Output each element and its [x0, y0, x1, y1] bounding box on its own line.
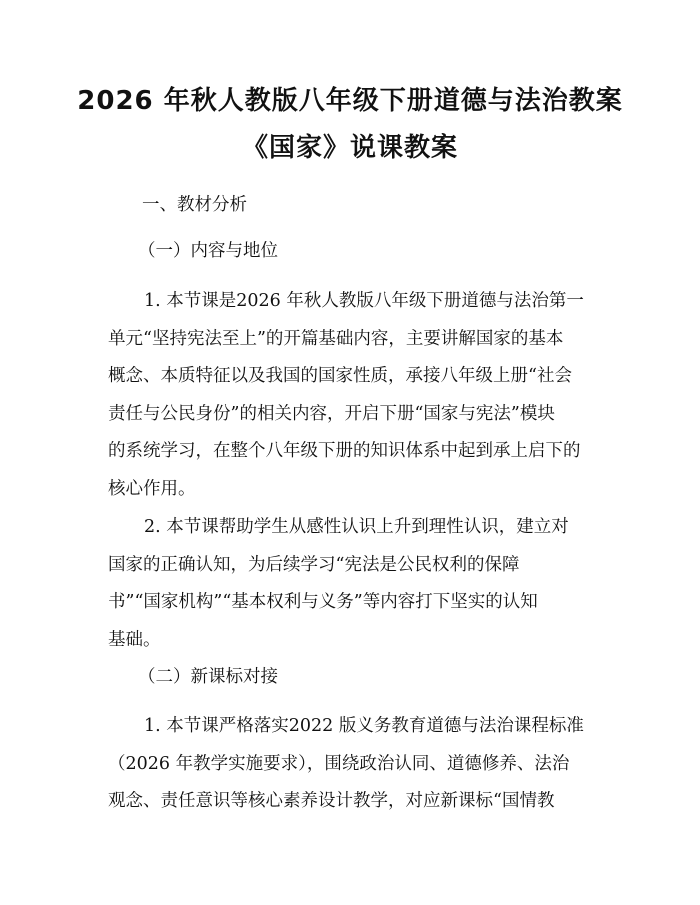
document-title: 2026 年秋人教版八年级下册道德与法治教案	[77, 86, 623, 116]
subsection-heading-content-position: （一）内容与地位	[138, 241, 278, 261]
paragraph-2-line: 书”“国家机构”“基本权利与义务”等内容打下坚实的认知	[108, 592, 538, 612]
paragraph-2	[108, 509, 602, 659]
section-heading-textbook-analysis: 一、教材分析	[142, 195, 247, 215]
subsection-heading-curriculum-standard: （二）新课标对接	[138, 667, 278, 687]
paragraph-1-line: 的系统学习，在整个八年级下册的知识体系中起到承上启下的	[108, 441, 581, 461]
paragraph-1-line: 责任与公民身份”的相关内容，开启下册“国家与宪法”模块	[108, 403, 555, 424]
paragraph-2-line: 国家的正确认知，为后续学习“宪法是公民权利的保障	[108, 554, 520, 575]
paragraph-1-line: 概念、本质特征以及我国的国家性质，承接八年级上册“社会	[108, 366, 572, 386]
paragraph-1	[108, 283, 602, 508]
paragraph-3	[108, 708, 602, 821]
paragraph-3-line: （2026 年教学实施要求），围绕政治认同、道德修养、法治	[108, 753, 570, 774]
document-subtitle: 《国家》说课教案	[241, 133, 458, 163]
paragraph-1-line: 单元“坚持宪法至上”的开篇基础内容，主要讲解国家的基本	[108, 328, 564, 349]
paragraph-3-line: 观念、责任意识等核心素养设计教学，对应新课标“国情教	[108, 791, 555, 811]
paragraph-2-line: 2. 本节课帮助学生从感性认识上升到理性认识，建立对	[144, 517, 569, 537]
paragraph-2-line: 基础。	[108, 629, 161, 650]
paragraph-1-line: 1. 本节课是2026 年秋人教版八年级下册道德与法治第一	[144, 291, 584, 311]
paragraph-1-line: 核心作用。	[108, 478, 196, 499]
paragraph-3-line: 1. 本节课严格落实2022 版义务教育道德与法治课程标准	[144, 716, 584, 736]
